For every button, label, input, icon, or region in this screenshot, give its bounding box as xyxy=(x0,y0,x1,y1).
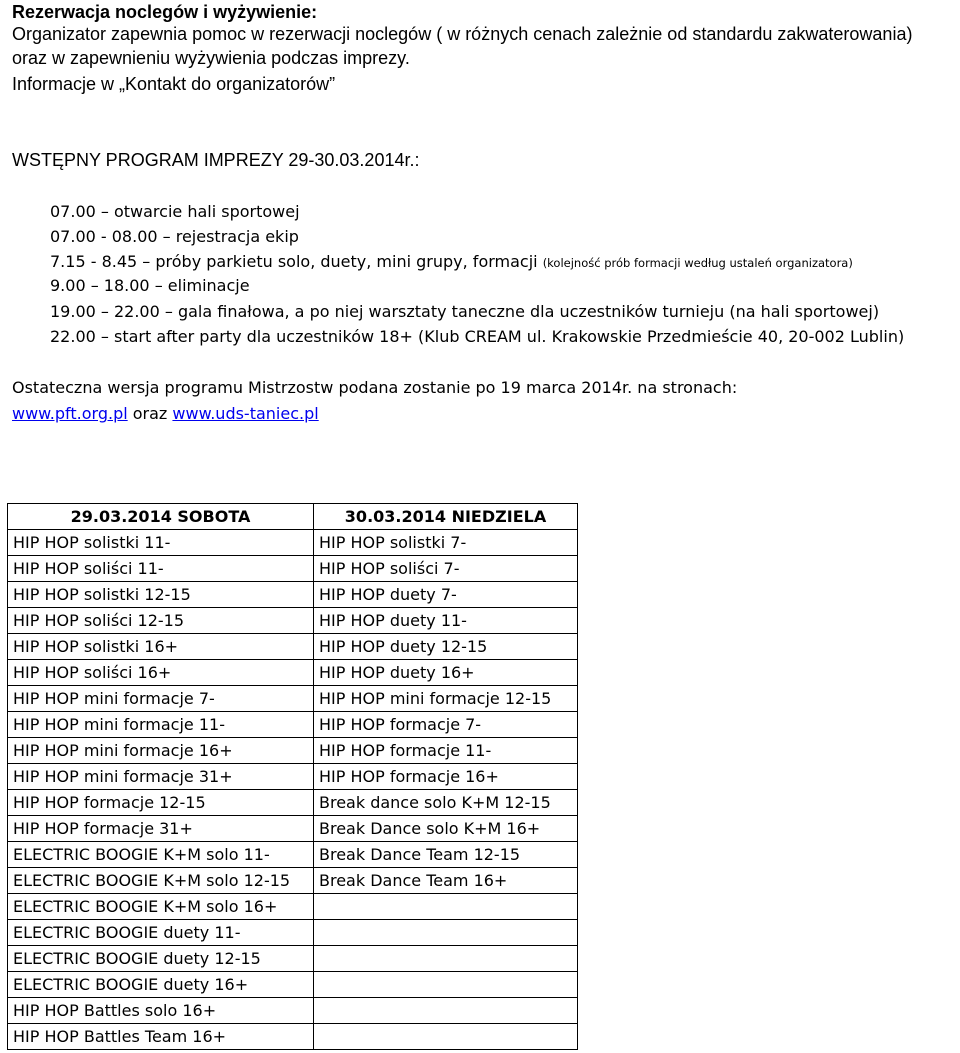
sunday-category: HIP HOP duety 7- xyxy=(314,582,578,608)
sunday-header: 30.03.2014 NIEDZIELA xyxy=(314,504,578,530)
saturday-category: HIP HOP soliści 12-15 xyxy=(8,608,314,634)
program-item xyxy=(50,224,299,250)
sunday-category: HIP HOP duety 16+ xyxy=(314,660,578,686)
program-item xyxy=(50,199,300,225)
table-row xyxy=(8,530,578,556)
table-row xyxy=(8,920,578,946)
program-title: WSTĘPNY PROGRAM IMPREZY 29-30.03.2014r.: xyxy=(12,150,420,170)
sunday-category: HIP HOP soliści 7- xyxy=(314,556,578,582)
sunday-category: HIP HOP solistki 7- xyxy=(314,530,578,556)
schedule-body xyxy=(8,530,578,1050)
saturday-category: HIP HOP mini formacje 11- xyxy=(8,712,314,738)
saturday-header: 29.03.2014 SOBOTA xyxy=(8,504,314,530)
saturday-category: HIP HOP soliści 11- xyxy=(8,556,314,582)
sunday-category xyxy=(314,894,578,920)
saturday-category: ELECTRIC BOOGIE K+M solo 16+ xyxy=(8,894,314,920)
saturday-category: HIP HOP Battles Team 16+ xyxy=(8,1024,314,1050)
saturday-category: HIP HOP solistki 11- xyxy=(8,530,314,556)
sunday-category xyxy=(314,946,578,972)
table-row xyxy=(8,764,578,790)
saturday-category: ELECTRIC BOOGIE duety 12-15 xyxy=(8,946,314,972)
table-row xyxy=(8,686,578,712)
program-item-text: 07.00 - 08.00 – rejestracja ekip xyxy=(50,227,299,246)
sunday-category: Break Dance solo K+M 16+ xyxy=(314,816,578,842)
sunday-category: HIP HOP duety 11- xyxy=(314,608,578,634)
sunday-category: HIP HOP mini formacje 12-15 xyxy=(314,686,578,712)
schedule-table xyxy=(7,503,578,1050)
links-joiner: oraz xyxy=(127,404,173,423)
saturday-category: HIP HOP solistki 16+ xyxy=(8,634,314,660)
saturday-category: HIP HOP formacje 31+ xyxy=(8,816,314,842)
saturday-category: HIP HOP mini formacje 16+ xyxy=(8,738,314,764)
table-row xyxy=(8,946,578,972)
table-row xyxy=(8,634,578,660)
saturday-category: HIP HOP soliści 16+ xyxy=(8,660,314,686)
saturday-category: HIP HOP Battles solo 16+ xyxy=(8,998,314,1024)
program-item-text: 07.00 – otwarcie hali sportowej xyxy=(50,202,300,221)
reservation-line-1: Organizator zapewnia pomoc w rezerwacji noclegów ( w różnych cenach zależnie od standardu zakwaterowania) xyxy=(12,24,913,44)
final-links xyxy=(12,401,319,427)
table-row xyxy=(8,1024,578,1050)
sunday-category: HIP HOP duety 12-15 xyxy=(314,634,578,660)
table-row xyxy=(8,816,578,842)
program-item-text: 22.00 – start after party dla uczestników 18+ (Klub CREAM ul. Krakowskie Przedmieście 40, 20-002 Lublin) xyxy=(50,327,905,346)
table-row xyxy=(8,894,578,920)
saturday-category: HIP HOP mini formacje 7- xyxy=(8,686,314,712)
reservation-line-3: Informacje w „Kontakt do organizatorów” xyxy=(12,74,336,94)
program-item-text: 9.00 – 18.00 – eliminacje xyxy=(50,276,250,295)
reservation-line-2: oraz w zapewnieniu wyżywienia podczas imprezy. xyxy=(12,48,410,68)
program-item xyxy=(50,299,879,325)
table-row xyxy=(8,972,578,998)
sunday-category: HIP HOP formacje 7- xyxy=(314,712,578,738)
sunday-category: Break dance solo K+M 12-15 xyxy=(314,790,578,816)
schedule-header-row xyxy=(8,504,578,530)
program-item-text: 19.00 – 22.00 – gala finałowa, a po niej warsztaty taneczne dla uczestników turnieju (na hali sportowej) xyxy=(50,302,880,321)
sunday-category xyxy=(314,972,578,998)
saturday-category: ELECTRIC BOOGIE K+M solo 12-15 xyxy=(8,868,314,894)
sunday-category: Break Dance Team 12-15 xyxy=(314,842,578,868)
saturday-category: ELECTRIC BOOGIE K+M solo 11- xyxy=(8,842,314,868)
final-note: Ostateczna wersja programu Mistrzostw podana zostanie po 19 marca 2014r. na stronach: xyxy=(12,378,738,397)
program-item xyxy=(50,249,853,276)
saturday-category: HIP HOP mini formacje 31+ xyxy=(8,764,314,790)
saturday-category: ELECTRIC BOOGIE duety 16+ xyxy=(8,972,314,998)
table-row xyxy=(8,608,578,634)
pft-link[interactable]: www.pft.org.pl xyxy=(12,404,128,423)
sunday-category xyxy=(314,1024,578,1050)
sunday-category: Break Dance Team 16+ xyxy=(314,868,578,894)
table-row xyxy=(8,842,578,868)
sunday-category xyxy=(314,920,578,946)
sunday-category: HIP HOP formacje 11- xyxy=(314,738,578,764)
table-row xyxy=(8,738,578,764)
program-item xyxy=(50,273,250,299)
uds-link[interactable]: www.uds-taniec.pl xyxy=(172,404,319,423)
table-row xyxy=(8,868,578,894)
sunday-category: HIP HOP formacje 16+ xyxy=(314,764,578,790)
sunday-category xyxy=(314,998,578,1024)
program-item xyxy=(50,324,904,350)
reservation-title: Rezerwacja noclegów i wyżywienie: xyxy=(12,2,318,22)
table-row xyxy=(8,660,578,686)
table-row xyxy=(8,998,578,1024)
table-row xyxy=(8,556,578,582)
table-row xyxy=(8,790,578,816)
saturday-category: HIP HOP solistki 12-15 xyxy=(8,582,314,608)
program-item-text: 7.15 - 8.45 – próby parkietu solo, duety, mini grupy, formacji xyxy=(50,252,543,271)
saturday-category: HIP HOP formacje 12-15 xyxy=(8,790,314,816)
program-item-note: (kolejność prób formacji według ustaleń organizatora) xyxy=(542,256,853,270)
saturday-category: ELECTRIC BOOGIE duety 11- xyxy=(8,920,314,946)
table-row xyxy=(8,582,578,608)
table-row xyxy=(8,712,578,738)
